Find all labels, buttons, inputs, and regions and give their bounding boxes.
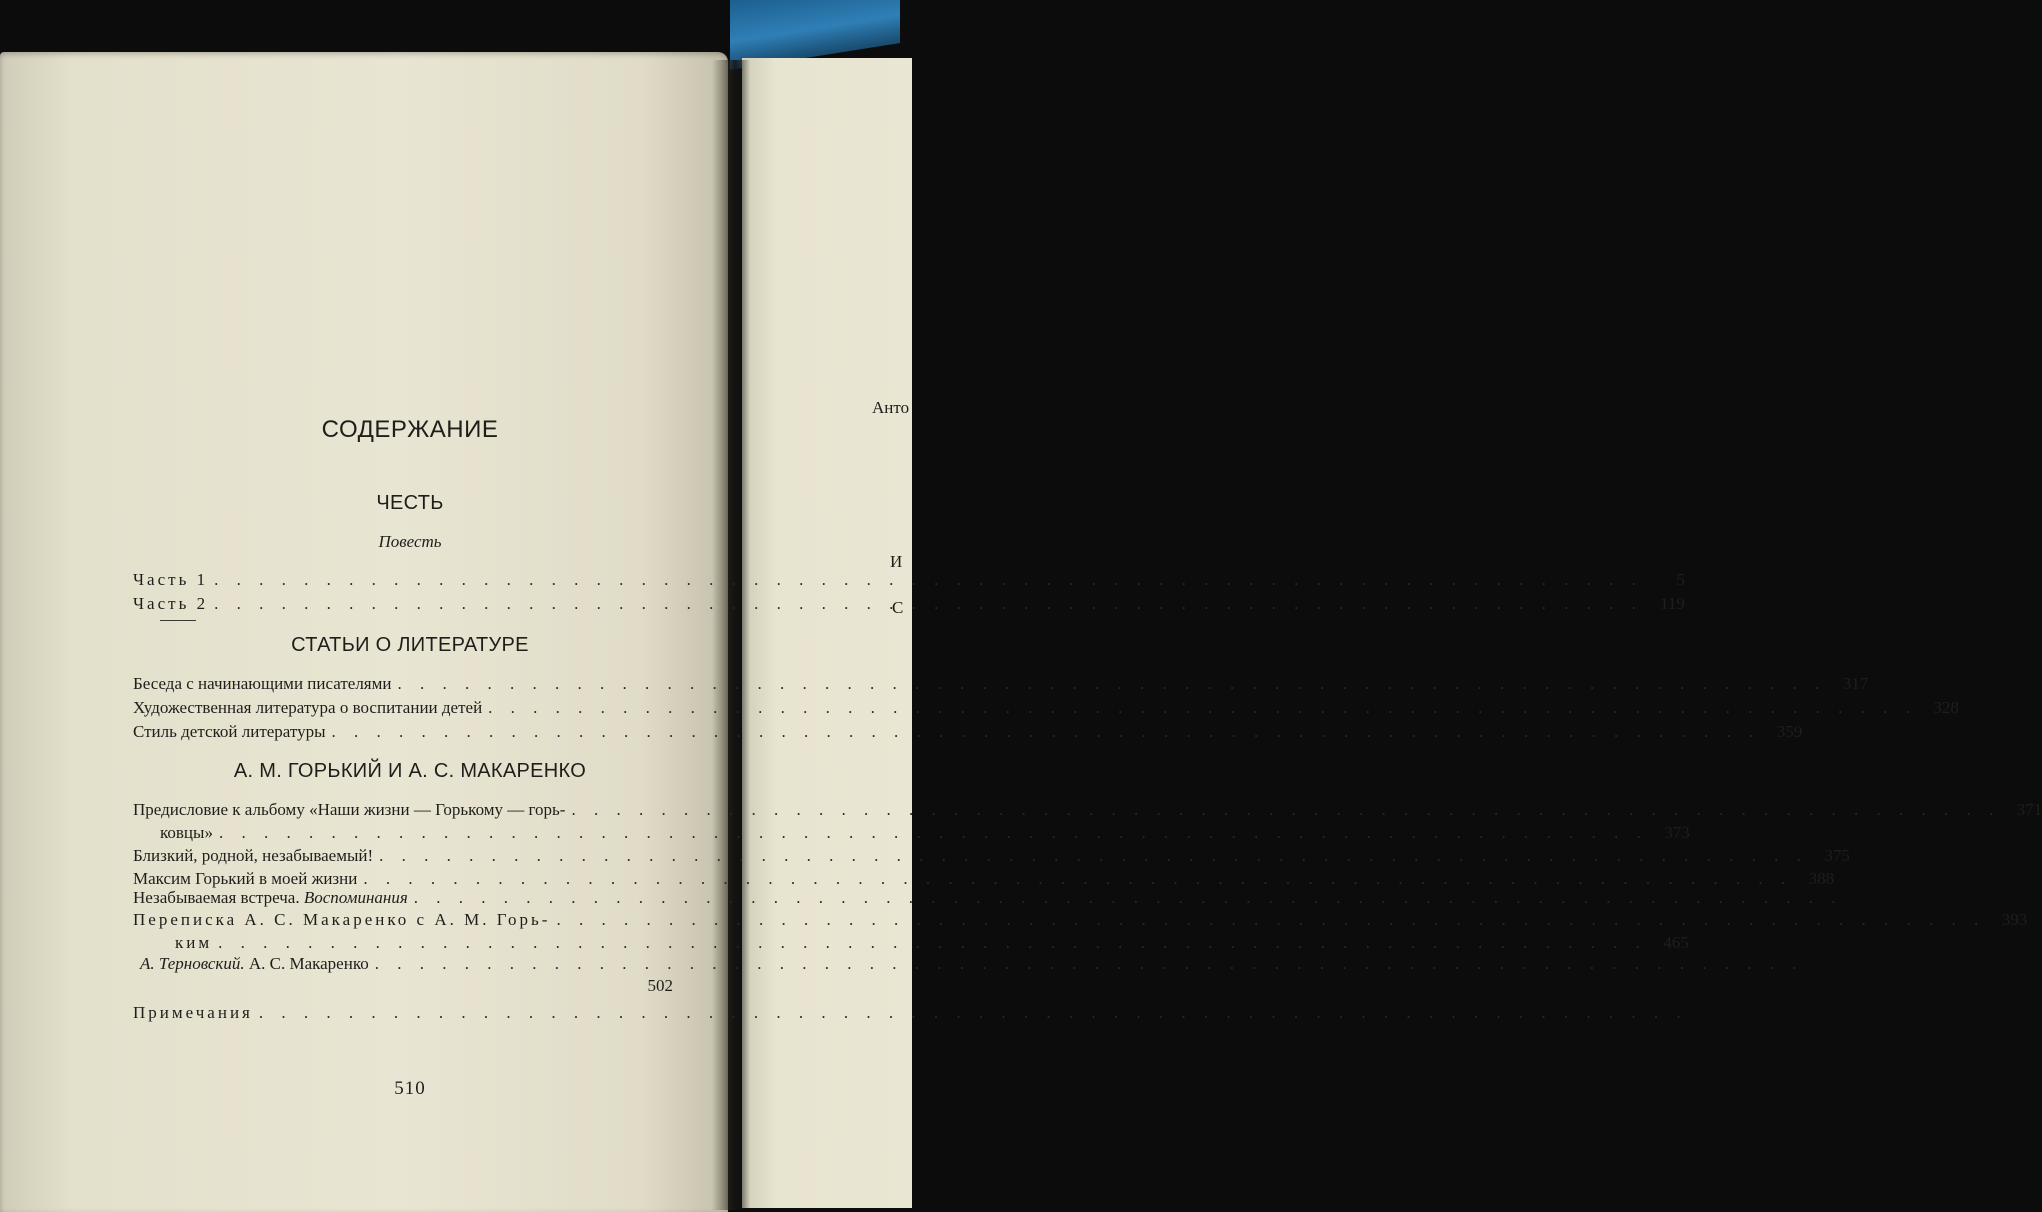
toc-item (160, 823, 1690, 847)
right-page (742, 58, 912, 1208)
toc-item (133, 888, 673, 912)
toc-item (133, 674, 1869, 698)
toc-item-page: 502 (647, 976, 673, 995)
toc-item (140, 954, 673, 978)
leader-dots (219, 823, 1648, 843)
toc-item-label (140, 954, 369, 974)
toc-item-label: Максим Горький в моей жизни (133, 869, 358, 888)
left-page (0, 52, 728, 1212)
toc-item (133, 722, 1803, 746)
pen-stroke (160, 620, 196, 621)
toc-item-label: Переписка А. С. Макаренко с А. М. Горь- (133, 910, 551, 929)
toc-item (133, 976, 673, 1000)
page-title: СОДЕРЖАНИЕ (321, 416, 499, 443)
section-subtitle: Повесть (378, 532, 442, 551)
toc-item-page: 388 (1808, 869, 1835, 888)
toc-item-page: 328 (1933, 698, 1959, 717)
toc-item (133, 570, 1685, 594)
leader-dots (571, 800, 2000, 820)
toc-item-label-plain: Незабываемая встреча. (133, 888, 300, 907)
toc-item (133, 1003, 673, 1027)
toc-item (133, 594, 1685, 618)
toc-item-label: Художественная литература о воспитании детей (133, 698, 483, 717)
toc-item-label: ким (175, 933, 213, 952)
toc-item (133, 846, 1850, 870)
section-heading-chest: ЧЕСТЬ (376, 492, 444, 514)
page-number: 510 (394, 1078, 426, 1099)
leader-dots (379, 846, 1808, 866)
leader-dots (214, 570, 1643, 590)
toc-item (133, 800, 2042, 824)
toc-item-label: Близкий, родной, незабываемый! (133, 846, 374, 865)
toc-item-page: 359 (1776, 722, 1803, 741)
leader-dots (218, 933, 1647, 953)
right-page-fragment-3: С (892, 598, 904, 617)
toc-item-page: 119 (1659, 594, 1685, 613)
toc-item (133, 698, 1959, 722)
toc-item-page: 371 (2016, 800, 2042, 819)
leader-dots (414, 888, 1843, 908)
toc-item-label-plain: А. С. Макаренко (248, 954, 369, 973)
toc-item-label: ковцы» (160, 823, 213, 842)
toc-item-label: Часть 1 (133, 570, 209, 589)
toc-item-page: 317 (1842, 674, 1869, 693)
right-page-fragment-1: Анто (872, 398, 910, 417)
toc-item-label: Беседа с начинающими писателями (133, 674, 392, 693)
toc-item-label: Предисловие к альбому «Наши жизни — Горькому — горь- (133, 800, 566, 819)
leader-dots (488, 698, 1917, 718)
section-heading-articles: СТАТЬИ О ЛИТЕРАТУРЕ (291, 634, 529, 656)
leader-dots (332, 722, 1761, 742)
toc-item-page: 5 (1676, 570, 1685, 589)
toc-item-label: Стиль детской литературы (133, 722, 326, 741)
leader-dots (397, 674, 1826, 694)
toc-item-page: 465 (1663, 933, 1689, 952)
toc-item-page: 373 (1664, 823, 1690, 842)
leader-dots (375, 954, 1804, 974)
right-page-fragment-2: И (890, 552, 903, 571)
leader-dots (259, 1003, 1688, 1023)
toc-item-label (133, 888, 408, 908)
toc-item-label-italic: Воспоминания (303, 888, 408, 907)
toc-item (133, 910, 2028, 934)
toc-item-label: Примечания (133, 1003, 253, 1022)
leader-dots (556, 910, 1985, 930)
leader-dots (214, 594, 1643, 614)
toc-item-label: Часть 2 (133, 594, 209, 613)
toc-item-label-italic: А. Терновский. (140, 954, 245, 973)
toc-item-page: 393 (2001, 910, 2028, 929)
toc-item-page: 375 (1824, 846, 1850, 865)
section-heading-gorky-makarenko: А. М. ГОРЬКИЙ И А. С. МАКАРЕНКО (233, 760, 587, 782)
leader-dots (363, 869, 1792, 889)
